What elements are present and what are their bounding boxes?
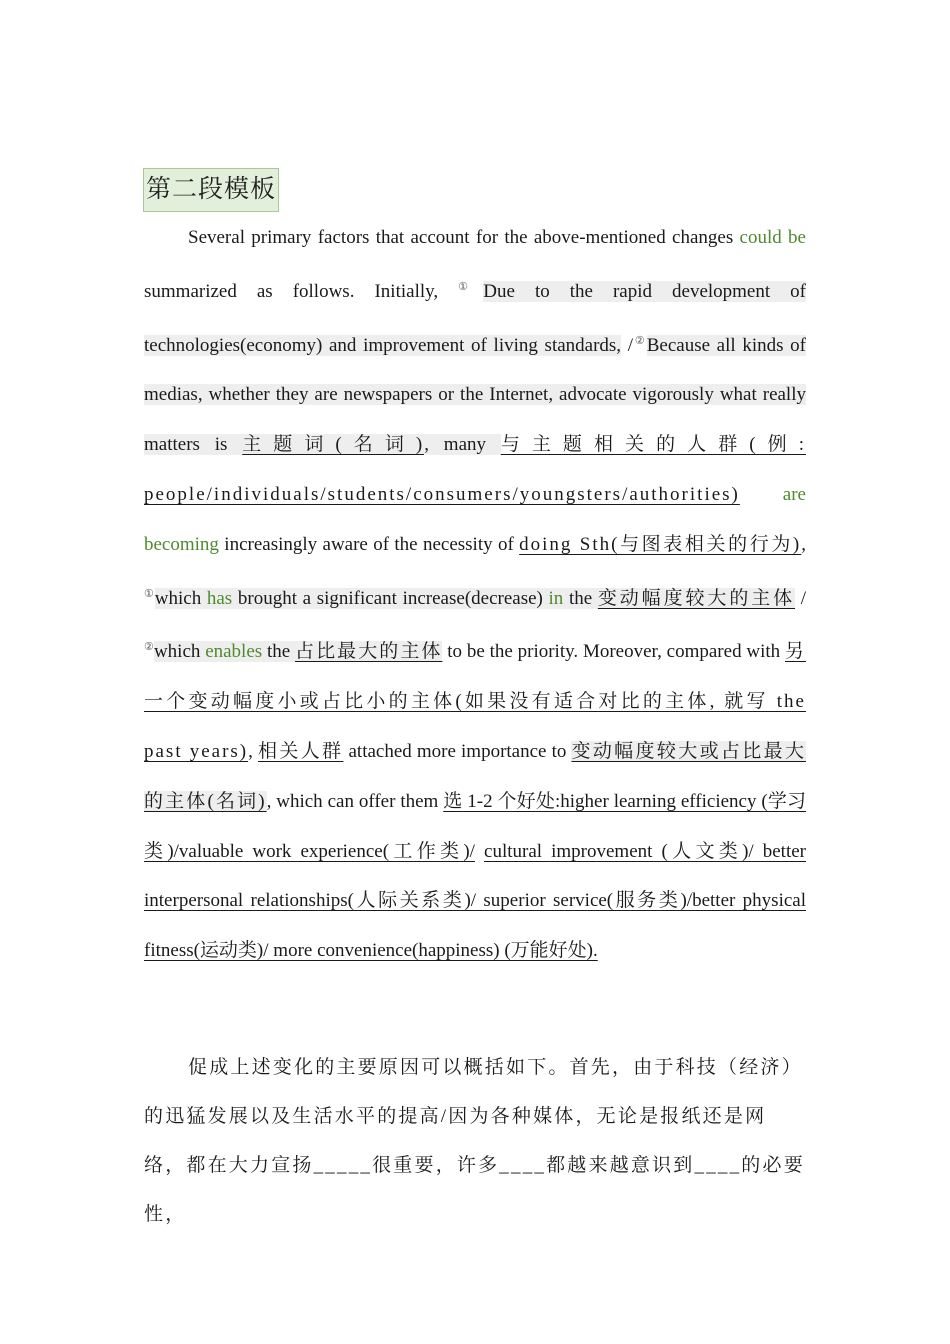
highlighted-phrase: brought a significant increase(decrease) — [232, 587, 549, 609]
green-phrase: are becoming — [144, 483, 806, 555]
circled-number-2: ② — [633, 334, 647, 347]
text-run: / — [621, 334, 634, 356]
text-run: summarized as follows. Initially, — [144, 280, 459, 302]
highlighted-phrase: the — [563, 587, 598, 609]
circled-number-1: ① — [144, 587, 155, 600]
green-phrase: could be — [739, 227, 806, 248]
circled-number-1: ① — [458, 280, 484, 293]
section-heading: 第二段模板 — [143, 168, 279, 212]
text-run: attached more importance to — [343, 740, 572, 762]
placeholder-benefits: cultural improvement (人文类)/ better interpersonal relationships(人际关系类)/ superior service(服务类)/better physical fitness(运动类)/ more convenience(happiness) (万能好处). — [144, 840, 807, 962]
text-run: increasingly aware of the necessity of — [218, 533, 520, 555]
circled-number-2: ② — [144, 641, 154, 654]
text-run: , — [248, 740, 258, 762]
green-phrase: has — [206, 587, 233, 609]
placeholder-chart-behavior: doing Sth(与图表相关的行为) — [519, 533, 802, 555]
text-run: Several primary factors that account for the above-mentioned changes — [188, 227, 740, 248]
text-run: , which can offer them — [266, 790, 444, 812]
placeholder-comparison-subject: 另一个变动幅度小或占比小的主体(如果没有适合对比的主体, 就写 the past years) — [144, 641, 806, 762]
text-run: to be the priority. Moreover, compared with — [442, 641, 785, 663]
placeholder-benefits: 选 1-2 个好处:higher learning efficiency (学习类)/valuable work experience(工作类)/ — [144, 790, 807, 862]
english-template-paragraph — [144, 213, 806, 976]
green-phrase: in — [548, 587, 564, 609]
text-run — [475, 841, 484, 862]
placeholder-related-people: 与主题相关的人群(例: people/individuals/students/consumers/youngsters/authorities) — [144, 434, 806, 505]
placeholder-people-group: 相关人群 — [257, 740, 344, 762]
text-run: , — [801, 533, 807, 555]
chinese-translation-paragraph: 促成上述变化的主要原因可以概括如下。首先，由于科技（经济）的迅猛发展以及生活水平的提高/因为各种媒体，无论是报纸还是网络，都在大力宣扬_____很重要，许多____都越来越意识到____的必要性， — [144, 1057, 805, 1225]
placeholder-most-changed-subject: 变动幅度较大的主体 — [597, 587, 796, 609]
placeholder-main-subject-noun: 变动幅度较大或占比最大的主体(名词) — [144, 740, 806, 812]
highlighted-phrase: which — [153, 641, 206, 663]
green-phrase: enables — [205, 641, 263, 663]
highlighted-phrase: the — [262, 641, 296, 663]
text-run: / — [795, 587, 807, 609]
highlighted-phrase: Due to the rapid development of technologies(economy) and improvement of living standards, — [144, 280, 806, 356]
highlighted-phrase: Because all kinds of medias, whether they are newspapers or the Internet, advocate vigorously what really matters is — [144, 334, 806, 456]
placeholder-topic-noun: 主题词(名词) — [242, 434, 425, 456]
placeholder-largest-share-subject: 占比最大的主体 — [295, 641, 443, 663]
text-run — [740, 484, 783, 505]
highlighted-phrase: which — [154, 587, 207, 609]
highlighted-phrase: , many — [424, 434, 501, 456]
